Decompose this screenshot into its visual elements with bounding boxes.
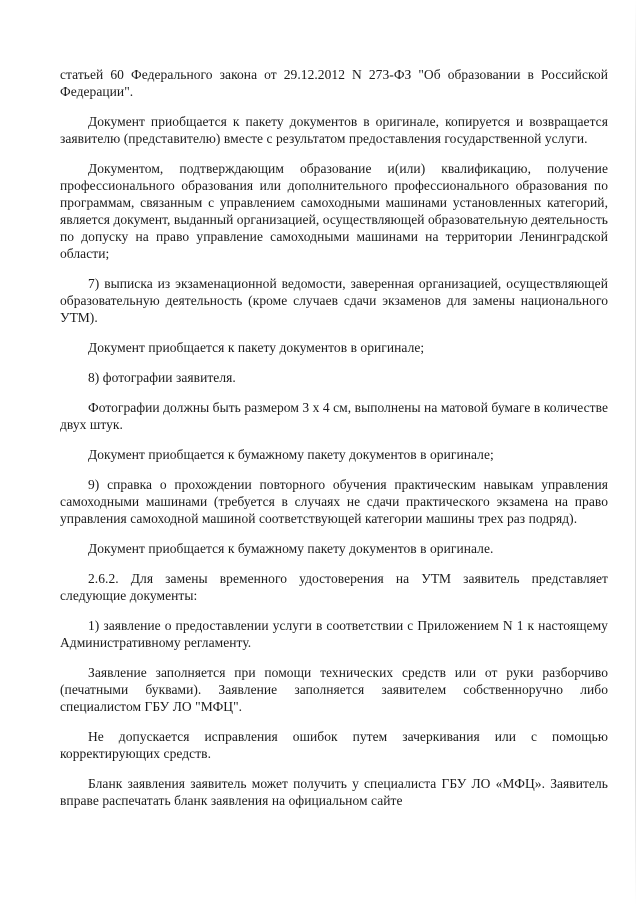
paragraph-original-attached: Документ приобщается к пакету документов в оригинале;: [88, 340, 425, 355]
paragraph-application-filling: Заявление заполняется при помощи технических средств или от руки разборчиво (печатными буквами). Заявление заполняется заявителем собственноручно либо специалистом ГБУ ЛО "МФЦ".: [60, 665, 608, 714]
paragraph-item-9: 9) справка о прохождении повторного обучения практическим навыкам управления самоходными машинами (требуется в случаях не сдачи практического экзамена на право управления самоходной машиной соответствующей категории машины трех раз подряд).: [60, 477, 608, 526]
paragraph-item-7: 7) выписка из экзаменационной ведомости, заверенная организацией, осуществляющей образовательную деятельность (кроме случаев сдачи экзаменов для замены национального УТМ).: [60, 276, 608, 325]
paragraph-item-8: 8) фотографии заявителя.: [88, 370, 236, 385]
scan-edge-line: [635, 0, 636, 905]
paragraph-document-attached: Документ приобщается к пакету документов в оригинале, копируется и возвращается заявителю (представителю) вместе с результатом предоставления государственной услуги.: [60, 114, 608, 146]
paragraph-paper-original-1: Документ приобщается к бумажному пакету документов в оригинале;: [88, 447, 494, 462]
paragraph-photo-requirements: Фотографии должны быть размером 3 х 4 см, выполнены на матовой бумаге в количестве двух штук.: [60, 400, 608, 432]
paragraph-blank-form: Бланк заявления заявитель может получить у специалиста ГБУ ЛО «МФЦ». Заявитель вправе распечатать бланк заявления на официальном сайте: [60, 776, 608, 808]
paragraph-paper-original-2: Документ приобщается к бумажному пакету документов в оригинале.: [88, 541, 494, 556]
document-body: [60, 66, 608, 820]
paragraph-law-reference: статьей 60 Федерального закона от 29.12.2012 N 273-ФЗ "Об образовании в Российской Федерации".: [60, 67, 608, 99]
paragraph-no-corrections: Не допускается исправления ошибок путем зачеркивания или с помощью корректирующих средств.: [60, 729, 608, 761]
paragraph-education-document: Документом, подтверждающим образование и(или) квалификацию, получение профессионального образования или дополнительного профессионального образования по программам, связанным с управлением самоходными машинами установленных категорий, является документ, выданный организацией, осуществляющей образовательную деятельность по допуску на право управление самоходными машинами на территории Ленинградской области;: [60, 161, 608, 261]
paragraph-section-2-6-2: 2.6.2. Для замены временного удостоверения на УТМ заявитель представляет следующие документы:: [60, 571, 608, 603]
paragraph-item-1-application: 1) заявление о предоставлении услуги в соответствии с Приложением N 1 к настоящему Административному регламенту.: [60, 618, 608, 650]
